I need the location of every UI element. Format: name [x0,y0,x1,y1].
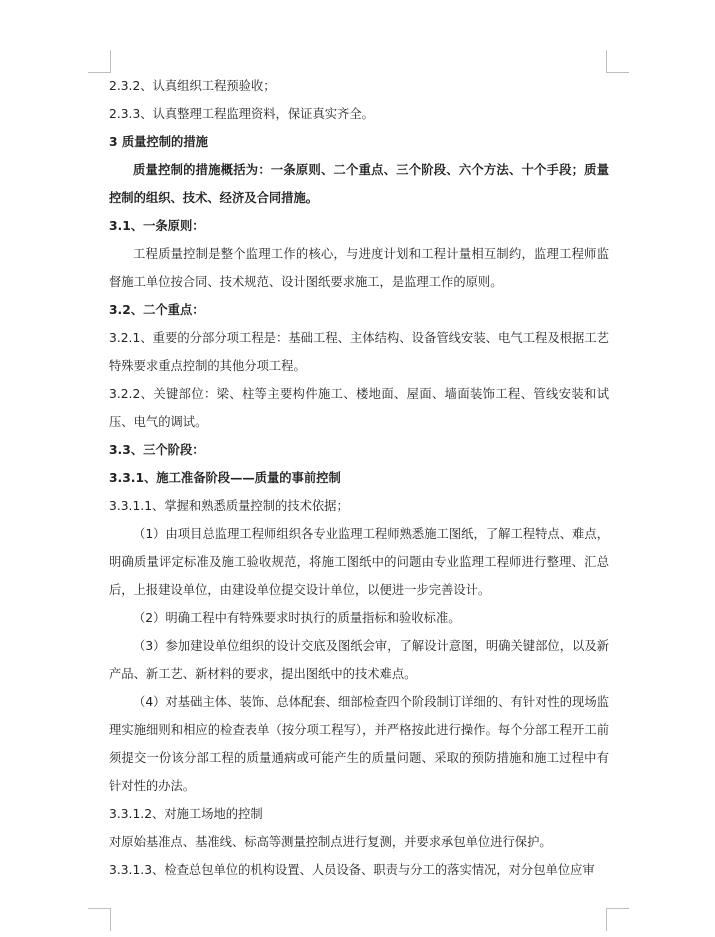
heading-3-2: 3.2、二个重点： [109,303,205,317]
paragraph-item-1: （1）由项目总监理工程师组织各专业监理工程师熟悉施工图纸，了解工程特点、难点，明确质量评定标准及施工验收规范，将施工图纸中的问题由专业监理工程师进行整理、汇总后，上报建设单位，由建设单位提交设计单位，以便进一步完善设计。 [109,527,609,597]
paragraph-site-control: 对原始基准点、基准线、标高等测量控制点进行复测，并要求承包单位进行保护。 [109,835,552,849]
heading-3-1: 3.1、一条原则： [109,219,205,233]
margin-mark-top-left [88,50,111,73]
paragraph-3-2-1: 3.2.1、重要的分部分项工程是：基础工程、主体结构、设备管线安装、电气工程及根据工艺特殊要求重点控制的其他分项工程。 [109,331,609,373]
paragraph-3-3-1-3: 3.3.1.3、检查总包单位的机构设置、人员设备、职责与分工的落实情况，对分包单位应审 [109,863,595,877]
heading-3-3-1: 3.3.1、施工准备阶段——质量的事前控制 [109,471,341,485]
paragraph-principle: 工程质量控制是整个监理工作的核心，与进度计划和工程计量相互制约，监理工程师监督施工单位按合同、技术规范、设计图纸要求施工，是监理工作的原则。 [109,247,609,289]
heading-3-3: 3.3、三个阶段： [109,443,205,457]
paragraph-item-2: （2）明确工程中有特殊要求时执行的质量指标和验收标准。 [133,611,461,625]
document-body [109,72,609,884]
paragraph-item-4: （4）对基础主体、装饰、总体配套、细部检查四个阶段制订详细的、有针对性的现场监理实施细则和相应的检查表单（按分项工程写），并严格按此进行操作。每个分部工程开工前须提交一份该分部工程的质量通病或可能产生的质量问题、采取的预防措施和施工过程中有针对性的办法。 [109,695,609,793]
margin-mark-top-right [606,50,629,73]
margin-mark-bottom-left [88,908,111,931]
paragraph-3-3-1-2: 3.3.1.2、对施工场地的控制 [109,807,263,821]
paragraph-item-3: （3）参加建设单位组织的设计交底及图纸会审，了解设计意图，明确关键部位，以及新产品、新工艺、新材料的要求，提出图纸中的技术难点。 [109,639,609,681]
paragraph-2-3-3: 2.3.3、认真整理工程监理资料，保证真实齐全。 [109,107,374,121]
paragraph-summary: 质量控制的措施概括为：一条原则、二个重点、三个阶段、六个方法、十个手段；质量控制的组织、技术、经济及合同措施。 [109,163,609,205]
margin-mark-bottom-right [606,908,629,931]
paragraph-2-3-2: 2.3.2、认真组织工程预验收； [109,79,276,93]
paragraph-3-3-1-1: 3.3.1.1、掌握和熟悉质量控制的技术依据； [109,499,349,513]
heading-section-3: 3 质量控制的措施 [109,135,208,149]
paragraph-3-2-2: 3.2.2、关键部位：梁、柱等主要构件施工、楼地面、屋面、墙面装饰工程、管线安装和试压、电气的调试。 [109,387,609,429]
